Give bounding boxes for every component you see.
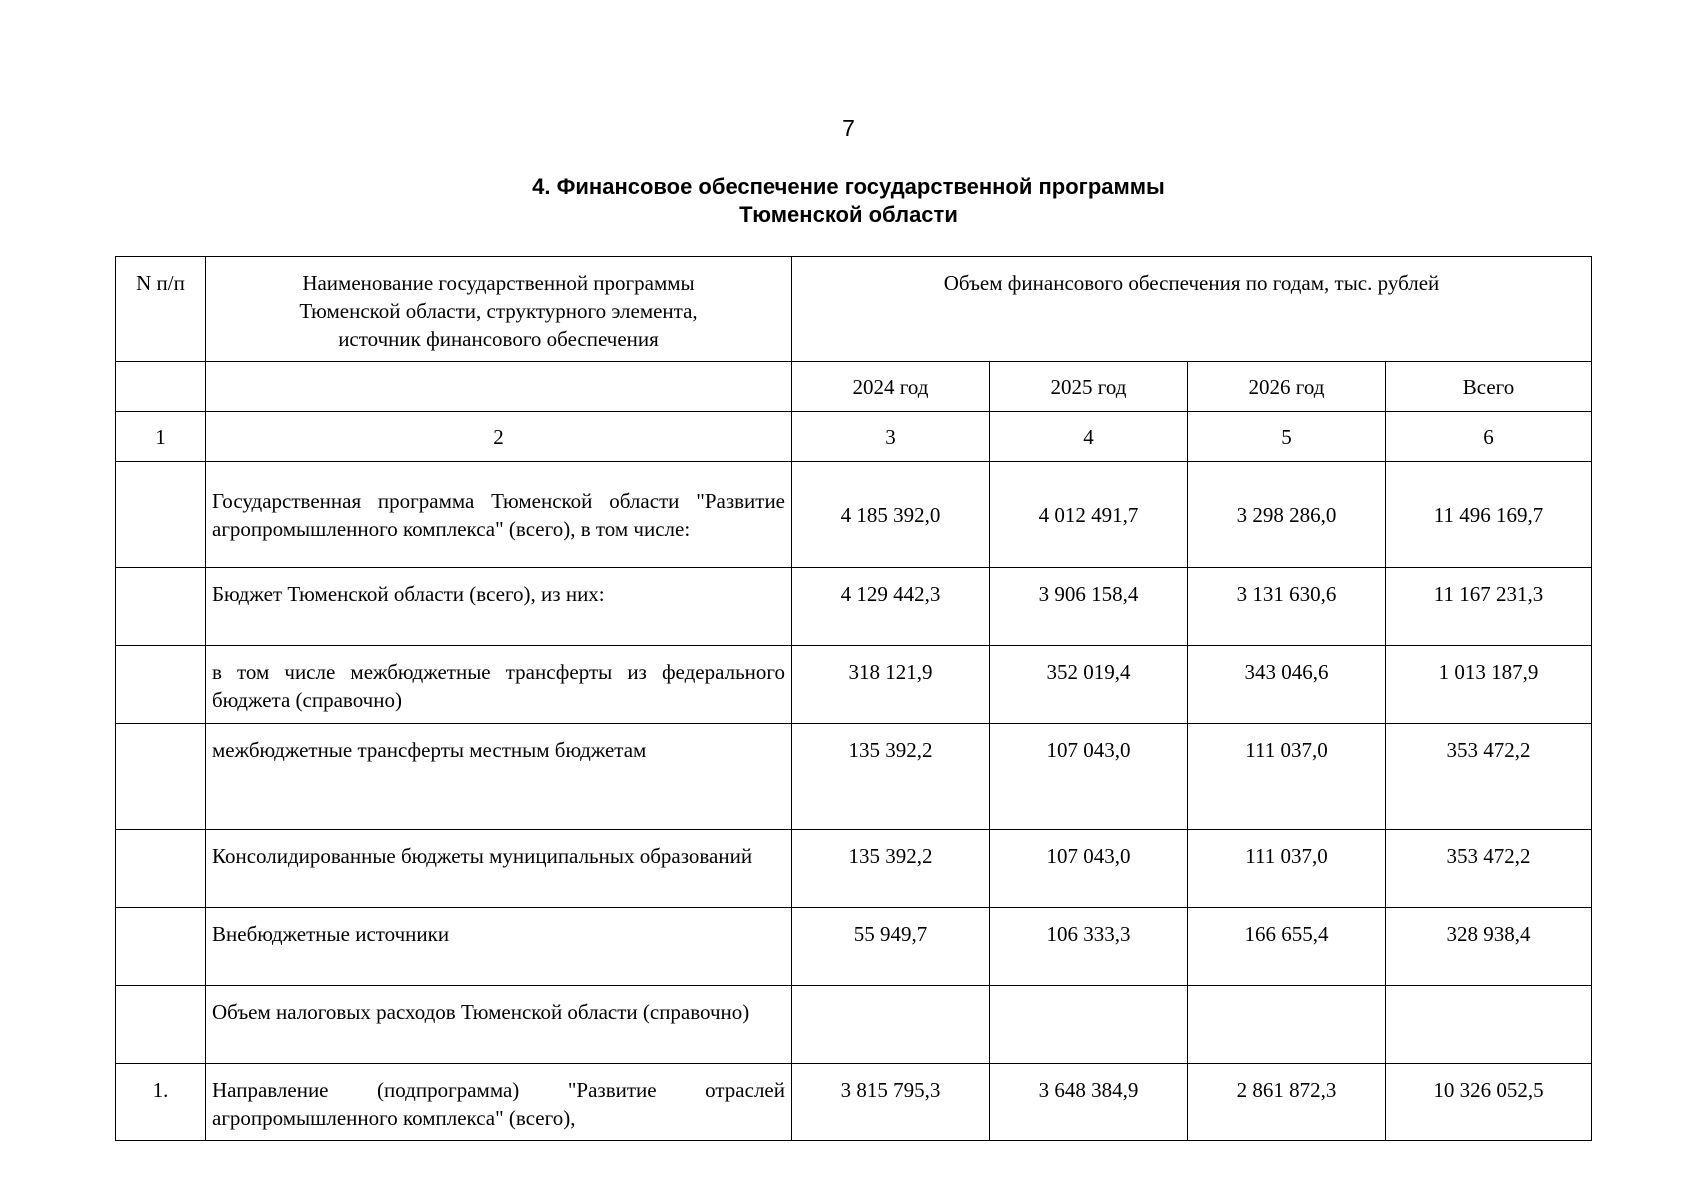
value-2025: 106 333,3 (990, 908, 1188, 986)
table-row (116, 830, 1592, 908)
value-total: 328 938,4 (1386, 908, 1592, 986)
row-num (116, 908, 206, 986)
row-num (116, 646, 206, 724)
year-2026: 2026 год (1188, 362, 1386, 412)
value-2025: 352 019,4 (990, 646, 1188, 724)
row-name: в том числе межбюджетные трансферты из федерального бюджета (справочно) (206, 646, 792, 724)
table-header-row (116, 257, 1592, 362)
col-number: 4 (990, 412, 1188, 462)
value-2024: 55 949,7 (792, 908, 990, 986)
row-num (116, 830, 206, 908)
row-name: Внебюджетные источники (206, 908, 792, 986)
table-years-row (116, 362, 1592, 412)
value-total: 353 472,2 (1386, 830, 1592, 908)
value-2024: 135 392,2 (792, 724, 990, 830)
year-2025: 2025 год (990, 362, 1188, 412)
value-total: 11 496 169,7 (1386, 462, 1592, 568)
financing-table (115, 256, 1592, 1141)
col-number: 3 (792, 412, 990, 462)
value-2026: 2 861 872,3 (1188, 1064, 1386, 1141)
heading-line-2: Тюменской области (739, 202, 958, 227)
value-total: 10 326 052,5 (1386, 1064, 1592, 1141)
value-2024 (792, 986, 990, 1064)
table-row (116, 908, 1592, 986)
header-name: Наименование государственной программы Тюменской области, структурного элемента, источник финансового обеспечения (206, 257, 792, 362)
row-name: Консолидированные бюджеты муниципальных образований (206, 830, 792, 908)
value-2025: 4 012 491,7 (990, 462, 1188, 568)
row-name: Направление (подпрограмма) "Развитие отраслей агропромышленного комплекса" (всего), (206, 1064, 792, 1141)
row-name: межбюджетные трансферты местным бюджетам (206, 724, 792, 830)
value-total: 11 167 231,3 (1386, 568, 1592, 646)
year-2024: 2024 год (792, 362, 990, 412)
col-number: 6 (1386, 412, 1592, 462)
table-row (116, 724, 1592, 830)
value-total (1386, 986, 1592, 1064)
row-num (116, 462, 206, 568)
value-2024: 318 121,9 (792, 646, 990, 724)
table-row (116, 646, 1592, 724)
table-row (116, 462, 1592, 568)
row-name: Государственная программа Тюменской области "Развитие агропромышленного комплекса" (всего), в том числе: (206, 462, 792, 568)
value-2024: 4 129 442,3 (792, 568, 990, 646)
table-row (116, 1064, 1592, 1141)
col-number: 1 (116, 412, 206, 462)
value-2025: 3 906 158,4 (990, 568, 1188, 646)
row-num (116, 568, 206, 646)
heading-line-1: 4. Финансовое обеспечение государственной программы (532, 174, 1165, 199)
table-row (116, 568, 1592, 646)
row-name: Бюджет Тюменской области (всего), из них: (206, 568, 792, 646)
col-number: 5 (1188, 412, 1386, 462)
row-num (116, 724, 206, 830)
value-2026: 166 655,4 (1188, 908, 1386, 986)
header-num: N п/п (116, 257, 206, 362)
year-total: Всего (1386, 362, 1592, 412)
value-total: 1 013 187,9 (1386, 646, 1592, 724)
value-2024: 4 185 392,0 (792, 462, 990, 568)
table-row (116, 986, 1592, 1064)
column-number-row (116, 412, 1592, 462)
value-2026: 111 037,0 (1188, 724, 1386, 830)
section-heading (0, 173, 1697, 229)
header-volume: Объем финансового обеспечения по годам, тыс. рублей (792, 257, 1592, 362)
empty-cell (116, 362, 206, 412)
row-name: Объем налоговых расходов Тюменской области (справочно) (206, 986, 792, 1064)
value-2024: 3 815 795,3 (792, 1064, 990, 1141)
value-2026 (1188, 986, 1386, 1064)
value-total: 353 472,2 (1386, 724, 1592, 830)
value-2025: 3 648 384,9 (990, 1064, 1188, 1141)
value-2025 (990, 986, 1188, 1064)
empty-cell (206, 362, 792, 412)
value-2025: 107 043,0 (990, 724, 1188, 830)
value-2026: 343 046,6 (1188, 646, 1386, 724)
col-number: 2 (206, 412, 792, 462)
value-2024: 135 392,2 (792, 830, 990, 908)
row-num (116, 986, 206, 1064)
page-number: 7 (842, 115, 855, 141)
value-2026: 111 037,0 (1188, 830, 1386, 908)
value-2026: 3 298 286,0 (1188, 462, 1386, 568)
value-2026: 3 131 630,6 (1188, 568, 1386, 646)
row-num: 1. (116, 1064, 206, 1141)
value-2025: 107 043,0 (990, 830, 1188, 908)
